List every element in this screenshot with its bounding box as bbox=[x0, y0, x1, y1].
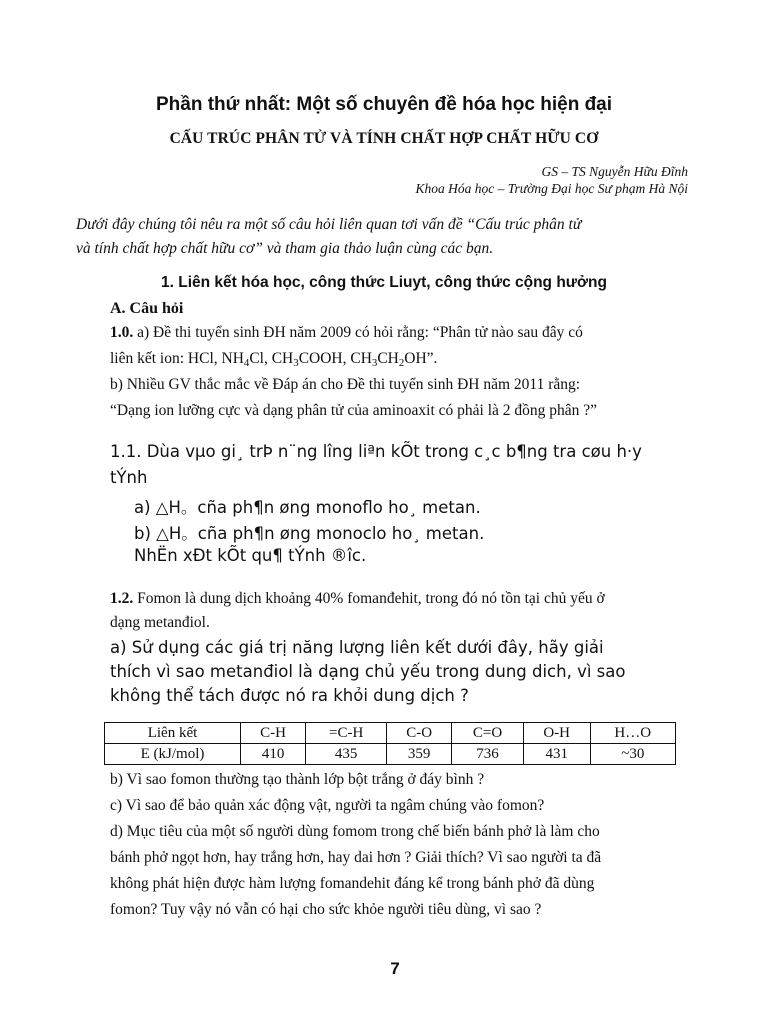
q1-2-d-line-4: fomon? Tuy vậy nó vẫn có hại cho sức khỏe người tiêu dùng, vì sao ? bbox=[110, 901, 542, 918]
q1-0-text-e: OH”. bbox=[404, 350, 438, 367]
table-cell: 435 bbox=[306, 744, 387, 765]
table-cell: ~30 bbox=[590, 744, 675, 765]
table-cell: C-O bbox=[387, 723, 452, 744]
q1-2-text: Fomon là dung dịch khoảng 40% fomanđehit, trong đó nó tồn tại chủ yếu ở bbox=[133, 590, 605, 607]
q1-2-line-3: a) Sử dụng các giá trị năng lượng liên kết dưới đây, hãy giải bbox=[110, 638, 604, 657]
q1-2-c: c) Vì sao để bảo quản xác động vật, người ta ngâm chúng vào fomon? bbox=[110, 797, 545, 814]
q1-2-line-5: không thể tách được nó ra khỏi dung dịch ? bbox=[110, 686, 469, 705]
q1-0-line-4: “Dạng ion lưỡng cực và dạng phân tử của aminoaxit có phải là 2 đồng phân ?” bbox=[110, 402, 598, 419]
subscript-3: 3 bbox=[293, 357, 299, 369]
q1-1-line-3: a) △H。cña ph¶n øng monoflo ho¸ metan. bbox=[134, 498, 481, 517]
q1-0-text-b: Cl, CH bbox=[249, 350, 294, 367]
q1-0-text-d: CH bbox=[377, 350, 399, 367]
table-cell: 736 bbox=[452, 744, 524, 765]
bond-energy-table bbox=[104, 722, 676, 765]
table-cell: C-H bbox=[241, 723, 306, 744]
q1-0-label: 1.0. bbox=[110, 324, 134, 341]
q1-0-line-3: b) Nhiều GV thắc mắc về Đáp án cho Đề thi tuyển sinh ĐH năm 2011 rằng: bbox=[110, 376, 581, 393]
document-title: CẤU TRÚC PHÂN TỬ VÀ TÍNH CHẤT HỢP CHẤT HỮU CƠ bbox=[169, 130, 599, 147]
subscript-4: 4 bbox=[243, 357, 250, 369]
q1-1-line-1: 1.1. Dùa vµo gi¸ trÞ n¨ng lîng liªn kÕt trong c¸c b¶ng tra cøu h·y bbox=[110, 442, 642, 461]
table-cell: E (kJ/mol) bbox=[105, 744, 241, 765]
q1-1-line-2: tÝnh bbox=[110, 468, 148, 487]
q1-2-d-line-1: d) Mục tiêu của một số người dùng fomom trong chế biến bánh phở là làm cho bbox=[110, 823, 600, 840]
q1-1-line-5: NhËn xÐt kÕt qu¶ tÝnh ®îc. bbox=[134, 546, 367, 565]
table-cell: 431 bbox=[523, 744, 590, 765]
table-row bbox=[105, 744, 676, 765]
page-number: 7 bbox=[390, 959, 400, 978]
table-cell: =C-H bbox=[306, 723, 387, 744]
table-header-row bbox=[105, 723, 676, 744]
intro-line-2: và tính chất hợp chất hữu cơ” và tham gia thảo luận cùng các bạn. bbox=[76, 240, 494, 257]
q1-2-line-2: dạng metanđiol. bbox=[110, 614, 210, 631]
intro-line-1: Dưới đây chúng tôi nêu ra một số câu hỏi liên quan tơi vấn đề “Cấu trúc phân tử bbox=[76, 216, 582, 233]
subscript-2: 2 bbox=[398, 357, 405, 369]
table-cell: Liên kết bbox=[105, 723, 241, 744]
subsection-a-title: A. Câu hỏi bbox=[110, 300, 184, 317]
q1-0-text-a: liên kết ion: HCl, NH bbox=[110, 350, 244, 367]
q1-2-line-1 bbox=[110, 590, 605, 608]
table-cell: H…O bbox=[590, 723, 675, 744]
q1-0-line-2 bbox=[110, 350, 437, 369]
author: GS – TS Nguyễn Hữu Đĩnh bbox=[541, 164, 688, 179]
table-cell: 410 bbox=[241, 744, 306, 765]
part-title: Phần thứ nhất: Một số chuyên đề hóa học hiện đại bbox=[155, 94, 613, 115]
table-cell: O-H bbox=[523, 723, 590, 744]
table-cell: C=O bbox=[452, 723, 524, 744]
subscript-3: 3 bbox=[371, 357, 378, 369]
section-1-title: 1. Liên kết hóa học, công thức Liuyt, công thức cộng hưởng bbox=[161, 274, 607, 291]
q1-2-d-line-3: không phát hiện được hàm lượng fomandehit đáng kể trong bánh phở đã dùng bbox=[110, 875, 595, 892]
q1-1-line-4: b) △H。cña ph¶n øng monoclo ho¸ metan. bbox=[134, 524, 485, 543]
affiliation: Khoa Hóa học – Trường Đại học Sư phạm Hà Nội bbox=[415, 181, 688, 196]
q1-0-text: a) Đề thi tuyển sinh ĐH năm 2009 có hỏi rằng: “Phân tử nào sau đây có bbox=[133, 324, 583, 341]
q1-0-text-c: COOH, CH bbox=[298, 350, 372, 367]
q1-2-b: b) Vì sao fomon thường tạo thành lớp bột trắng ở đáy bình ? bbox=[110, 771, 485, 788]
q1-0-line-1 bbox=[110, 324, 583, 342]
q1-2-d-line-2: bánh phở ngọt hơn, hay trắng hơn, hay dai hơn ? Giải thích? Vì sao người ta đã bbox=[110, 849, 602, 866]
q1-2-line-4: thích vì sao metanđiol là dạng chủ yếu trong dung dich, vì sao bbox=[110, 662, 626, 681]
table-cell: 359 bbox=[387, 744, 452, 765]
q1-2-label: 1.2. bbox=[110, 590, 134, 607]
